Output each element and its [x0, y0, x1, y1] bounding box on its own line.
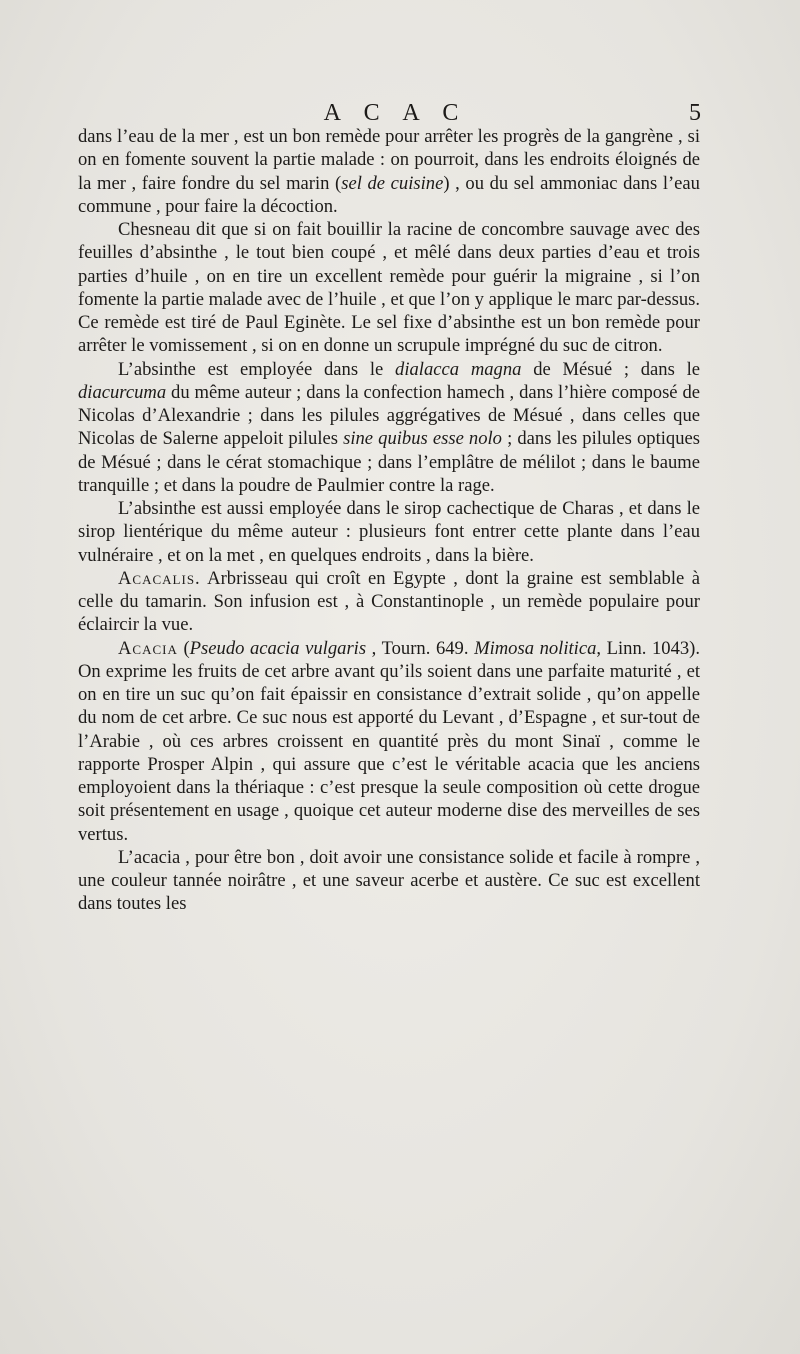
paragraph	[78, 497, 700, 567]
page-number: 5	[689, 100, 701, 126]
paragraph	[78, 846, 700, 916]
text-segment: ) , ou du sel ammoniac dans l’eau commune , pour faire la décoction.	[78, 172, 700, 217]
entry-term: Acacalis.	[118, 567, 201, 589]
entry-term: Acacia	[118, 637, 178, 659]
body-text	[78, 125, 700, 916]
italic-text: diacurcuma	[78, 381, 167, 403]
text-segment: Arbrisseau qui croît en Egypte , dont la graine est semblable à celle du tamarin. Son infusion est , à Constantinople , un remède populaire pour éclaircir la vue.	[78, 567, 700, 636]
paragraph	[78, 125, 700, 218]
running-title: A C A C	[323, 100, 468, 126]
italic-text: Mimosa nolitica	[474, 637, 597, 659]
paragraph	[78, 218, 700, 358]
paragraph	[78, 567, 700, 637]
text-segment: , Linn. 1043). On exprime les fruits de cet arbre avant qu’ils soient dans une parfaite maturité , et on en tire un suc qu’on fait épaissir en consistance d’extrait solide , qu’on appelle du nom de cet arbre. Ce suc nous est apporté du Levant , d’Espagne , et sur-tout de l’Arabie , où ces arbres croissent en quantité près du mont Sinaï , comme le rapporte Prosper Alpin , qui assure que c’est le véritable acacia que les anciens employoient dans la thériaque : c’est presque la seule composition où cette drogue soit présentement en usage , quoique cet auteur moderne dise des merveilles de ses vertus.	[78, 637, 700, 845]
text-segment: L’acacia , pour être bon , doit avoir une consistance solide et facile à rompre , une couleur tannée noirâtre , et une saveur acerbe et austère. Ce suc est excellent dans toutes les	[78, 846, 700, 915]
paragraph	[78, 358, 700, 498]
italic-text: sine quibus esse nolo	[343, 428, 502, 450]
italic-text: Pseudo acacia vulgaris	[189, 637, 367, 659]
text-segment: du même auteur ; dans la confection hamech , dans l’hière composé de Nicolas d’Alexandrie ; dans les pilules aggrégatives de Mésué , dans celles que Nicolas de Salerne appeloit pilules	[78, 381, 700, 450]
text-segment: dans l’eau de la mer , est un bon remède pour arrêter les progrès de la gangrène , si on en fomente souvent la partie malade : on pourroit, dans les endroits éloignés de la mer , faire fondre du sel marin (	[78, 126, 700, 194]
text-segment: ; dans les pilules optiques de Mésué ; dans le cérat stomachique ; dans l’emplâtre de mélilot ; dans le baume tranquille ; et dans la poudre de Paulmier contre la rage.	[78, 428, 700, 496]
text-segment: de Mésué ; dans le	[521, 358, 701, 380]
text-segment: L’absinthe est employée dans le	[118, 358, 396, 380]
text-segment: , Tourn. 649.	[366, 637, 475, 659]
text-segment: Chesneau dit que si on fait bouillir la racine de concombre sauvage avec des feuilles d’absinthe , le tout bien coupé , et mêlé dans deux parties d’eau et trois parties d’huile , on en tire un excellent remède pour guérir la migraine , si l’on fomente la partie malade avec de l’huile , et que l’on y applique le marc par-dessus. Ce remède est tiré de Paul Eginète. Le sel fixe d’absinthe est un bon remède pour arrêter le vomissement , si on en donne un scrupule imprégné du suc de citron.	[78, 219, 700, 357]
text-segment: (	[177, 637, 190, 659]
text-segment: L’absinthe est aussi employée dans le sirop cachectique de Charas , et dans le sirop lientérique du même auteur : plusieurs font entrer cette plante dans l’eau vulnéraire , et on la met , en quelques endroits , dans la bière.	[78, 498, 700, 566]
italic-text: sel de cuisine	[341, 172, 444, 194]
italic-text: dialacca magna	[395, 358, 522, 380]
running-head	[76, 98, 701, 128]
paragraph	[78, 637, 700, 846]
